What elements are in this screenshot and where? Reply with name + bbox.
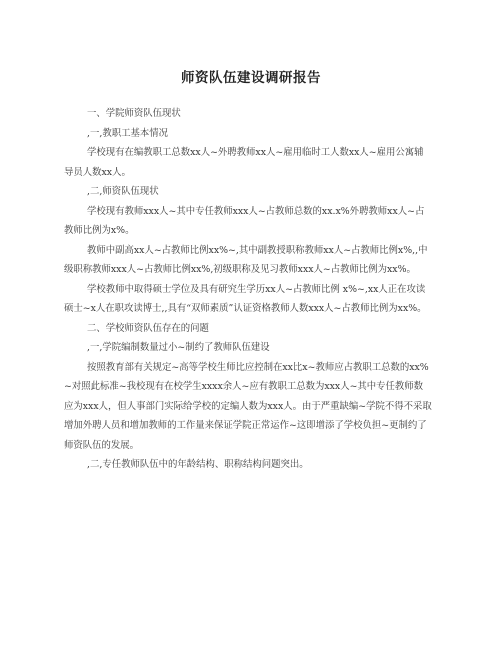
subsection-heading-1-1: ,一,教职工基本情况 xyxy=(87,127,168,139)
document-title: 师资队伍建设调研报告 xyxy=(181,70,321,86)
subsection-heading-1-2: ,二,师资队伍现状 xyxy=(87,186,159,197)
section-heading-2: 二、学校师资队伍存在的问题 xyxy=(87,322,209,334)
paragraph-staffing-shortage: 按照教育部有关规定~高等学校生师比应控制在xx比x~教师应占教职工总数的xx%~对照此标准~我校现有在校学生xxxx余人~应有教职工总数为xxx人~其中专任教师数应为xxx人，但人事部门实际给学校的定编人数为xxx人。由于严重缺编~学院不得不采取增加外聘人员和增加教师的工作量来保证学院正常运作~这即增添了学校负担~更制约了师资队伍的发展。 xyxy=(64,361,432,451)
paragraph-degree-structure: 学校教师中取得硕士学位及具有研究生学历xx人~占教师比例 x%~,xx人正在攻读硕士~x人在职攻读博士,,具有“双师素质”认证资格教师人数xxx人~占教师比例为xx%。 xyxy=(64,283,427,314)
paragraph-title-structure: 教师中副高xx人~占教师比例xx%~,其中副教授职称教师xx人~占教师比例x%,,中级职称教师xxx人~占教师比例xx%,初级职称及见习教师xxx人~占教师比例为xx%。 xyxy=(64,244,428,275)
subsection-heading-2-1: ,一,学院编制数量过小~制约了教师队伍建设 xyxy=(87,342,270,353)
paragraph-teacher-count: 学校现有教师xxx人~其中专任教师xxx人~占教师总数的xx.x%外聘教师xx人~占教师比例为x%。 xyxy=(64,205,425,236)
section-heading-1: 一、学院师资队伍现状 xyxy=(87,108,181,119)
document-body xyxy=(64,104,432,475)
subsection-heading-2-2: ,二,专任教师队伍中的年龄结构、职称结构问题突出。 xyxy=(87,459,309,470)
paragraph-staff-overview: 学校现有在编教职工总数xx人~外聘教师xx人~雇用临时工人数xx人~雇用公寓辅导员人数xx人。 xyxy=(64,147,424,178)
